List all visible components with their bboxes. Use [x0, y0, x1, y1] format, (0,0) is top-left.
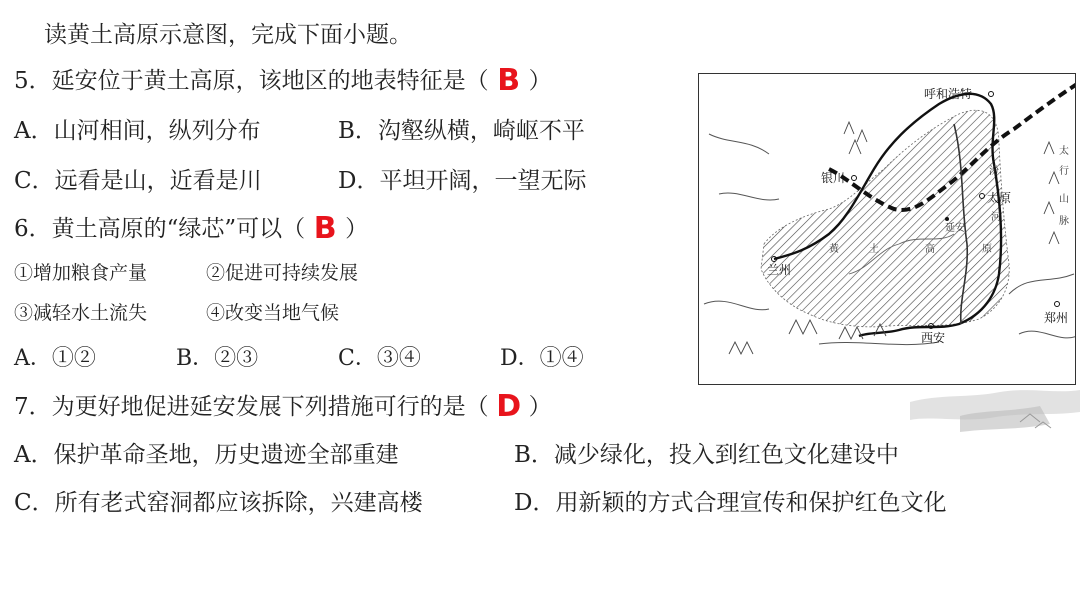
- q7-option-d: D．用新颖的方式合理宣传和保护红色文化: [514, 490, 947, 516]
- question-5-answer: B: [497, 63, 521, 98]
- city-xian: 西安: [921, 331, 946, 345]
- q6-option-b: B．②③: [176, 346, 259, 371]
- question-5-close: ）: [528, 68, 552, 94]
- city-yanan: 延安: [945, 223, 965, 234]
- q6-option-c: C．③④: [338, 346, 421, 371]
- question-5-stem: [14, 63, 552, 98]
- city-yinchuan: 银川: [821, 171, 846, 185]
- q7-option-c: C．所有老式窑洞都应该拆除，兴建高楼: [14, 490, 423, 516]
- question-6-answer: B: [313, 211, 337, 246]
- question-5-text: 5．延安位于黄土高原，该地区的地表特征是（: [14, 68, 489, 94]
- loess-plateau-map: [698, 73, 1076, 385]
- q5-option-b: B．沟壑纵横，崎岖不平: [338, 118, 585, 144]
- question-7-text: 7．为更好地促进延安发展下列措施可行的是（: [14, 394, 489, 420]
- q6-option-d: D．①④: [500, 346, 584, 371]
- map-drawing: [699, 74, 1076, 385]
- intro-text: 读黄土高原示意图，完成下面小题。: [44, 22, 412, 48]
- region-char-1: 黄: [829, 244, 839, 255]
- taihang-char-2: 行: [1059, 166, 1069, 177]
- taihang-char-4: 脉: [1059, 216, 1069, 227]
- city-lanzhou: 兰州: [767, 263, 792, 277]
- city-hohhot: 呼和浩特: [924, 87, 973, 101]
- q6-item-3: ③减轻水土流失: [14, 302, 148, 324]
- q6-item-4: ④改变当地气候: [206, 302, 340, 324]
- q7-option-a: A．保护革命圣地，历史遗迹全部重建: [14, 442, 399, 468]
- q7-option-b: B．减少绿化，投入到红色文化建设中: [514, 442, 899, 468]
- q6-item-2: ②促进可持续发展: [206, 262, 359, 284]
- region-char-4: 原: [982, 244, 992, 255]
- q5-option-a: A．山河相间，纵列分布: [14, 118, 261, 144]
- region-char-3: 高: [925, 244, 935, 255]
- q6-option-a: A．①②: [14, 346, 96, 371]
- q5-option-c: C．远看是山，近看是川: [14, 168, 262, 194]
- question-7-answer: D: [496, 389, 522, 424]
- question-7-stem: [14, 389, 552, 424]
- q5-option-d: D．平坦开阔，一望无际: [338, 168, 587, 194]
- question-7-close: ）: [528, 394, 552, 420]
- ink-wash-decoration: [900, 372, 1080, 442]
- question-6-text: 6．黄土高原的“绿芯”可以（: [14, 216, 306, 242]
- city-taiyuan: 太原: [987, 191, 1012, 205]
- fen-river-char-1: 汾: [989, 166, 999, 177]
- taihang-char-3: 山: [1059, 194, 1069, 205]
- taihang-char-1: 太: [1059, 146, 1069, 157]
- fen-river-char-2: 河: [991, 212, 1001, 223]
- city-zhengzhou: 郑州: [1044, 311, 1069, 325]
- loess-plateau-area: [761, 110, 1012, 327]
- question-6-close: ）: [345, 216, 369, 242]
- q6-item-1: ①增加粮食产量: [14, 262, 148, 284]
- question-6-stem: [14, 211, 369, 246]
- region-char-2: 土: [869, 244, 879, 255]
